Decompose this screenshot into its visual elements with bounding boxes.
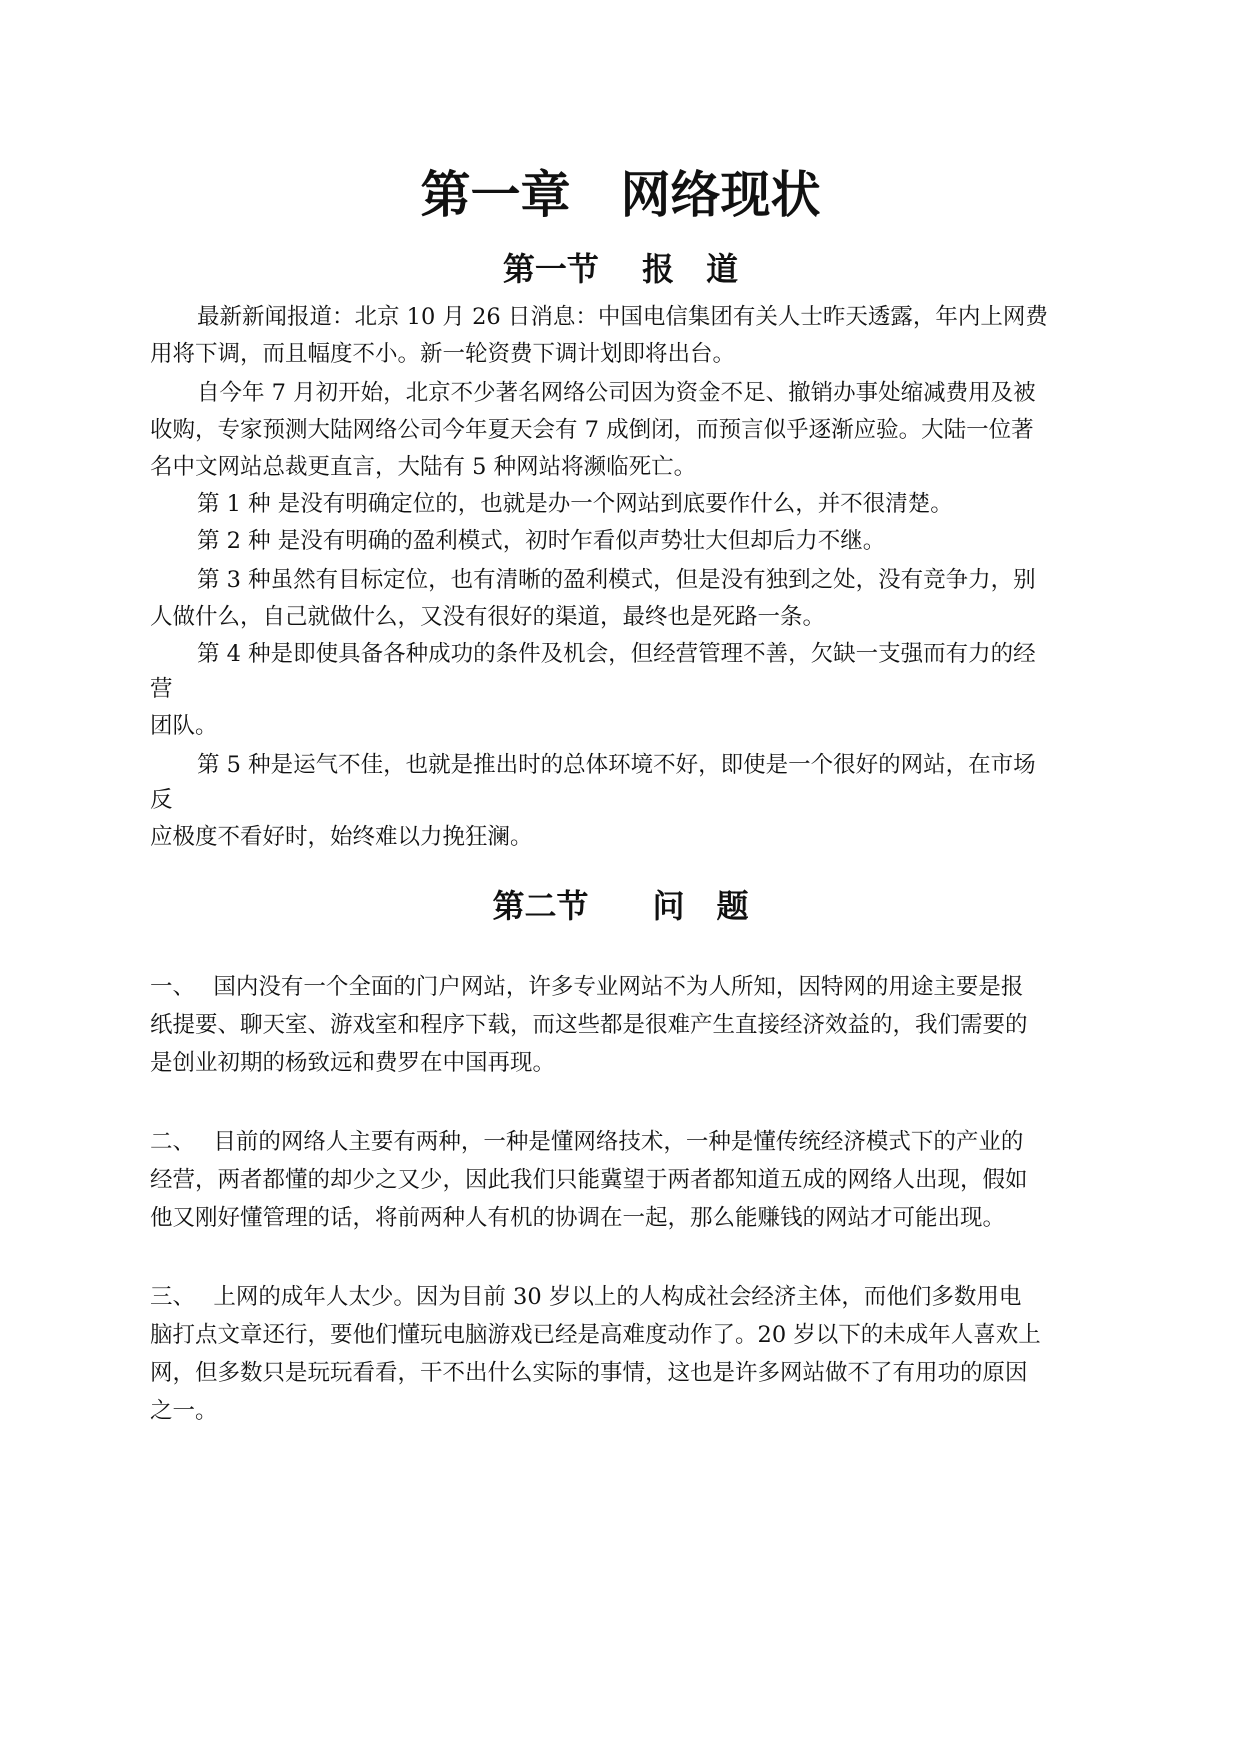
paragraph-line: 最新新闻报道：北京 10 月 26 日消息：中国电信集团有关人士昨天透露，年内上网费 [197,304,1048,330]
chapter-title: 第一章 网络现状 [420,165,821,224]
paragraph-line: 三、 上网的成年人太少。因为目前 30 岁以上的人构成社会经济主体，而他们多数用电 [150,1284,1022,1310]
paragraph-line: 反 [150,787,173,813]
paragraph-line: 收购，专家预测大陆网络公司今年夏天会有 7 成倒闭，而预言似乎逐渐应验。大陆一位著 [150,417,1034,443]
paragraph-line: 二、 目前的网络人主要有两种，一种是懂网络技术，一种是懂传统经济模式下的产业的 [150,1129,1024,1155]
paragraph-line: 之一。 [150,1398,218,1424]
paragraph-line: 自今年 7 月初开始，北京不少著名网络公司因为资金不足、撤销办事处缩减费用及被 [197,380,1036,406]
paragraph-line: 第 1 种 是没有明确定位的，也就是办一个网站到底要作什么，并不很清楚。 [197,491,953,517]
paragraph-line: 人做什么，自己就做什么，又没有很好的渠道，最终也是死路一条。 [150,604,826,630]
paragraph-line: 用将下调，而且幅度不小。新一轮资费下调计划即将出台。 [150,341,736,367]
paragraph-line: 脑打点文章还行，要他们懂玩电脑游戏已经是高难度动作了。20 岁以下的未成年人喜欢上 [150,1322,1041,1348]
paragraph-line: 是创业初期的杨致远和费罗在中国再现。 [150,1050,556,1076]
section-title-problems: 第二节 问 题 [492,887,749,925]
paragraph-line: 第 4 种是即使具备各种成功的条件及机会，但经营管理不善，欠缺一支强而有力的经 [197,641,1036,667]
paragraph-line: 名中文网站总裁更直言，大陆有 5 种网站将濒临死亡。 [150,454,697,480]
paragraph-line: 一、 国内没有一个全面的门户网站，许多专业网站不为人所知，因特网的用途主要是报 [150,974,1024,1000]
paragraph-line: 第 5 种是运气不佳，也就是推出时的总体环境不好，即使是一个很好的网站，在市场 [197,752,1036,778]
paragraph-line: 团队。 [150,713,218,739]
paragraph-line: 经营，两者都懂的却少之又少，因此我们只能冀望于两者都知道五成的网络人出现，假如 [150,1167,1028,1193]
section-title-report: 第一节 报 道 [502,250,739,288]
paragraph-line: 第 2 种 是没有明确的盈利模式，初时乍看似声势壮大但却后力不继。 [197,528,886,554]
paragraph-line: 营 [150,676,173,702]
paragraph-line: 他又刚好懂管理的话，将前两种人有机的协调在一起，那么能赚钱的网站才可能出现。 [150,1205,1006,1231]
paragraph-line: 网，但多数只是玩玩看看，干不出什么实际的事情，这也是许多网站做不了有用功的原因 [150,1360,1028,1386]
paragraph-line: 应极度不看好时，始终难以力挽狂澜。 [150,824,533,850]
paragraph-line: 第 3 种虽然有目标定位，也有清晰的盈利模式，但是没有独到之处，没有竞争力，别 [197,567,1036,593]
paragraph-line: 纸提要、聊天室、游戏室和程序下载，而这些都是很难产生直接经济效益的，我们需要的 [150,1012,1028,1038]
